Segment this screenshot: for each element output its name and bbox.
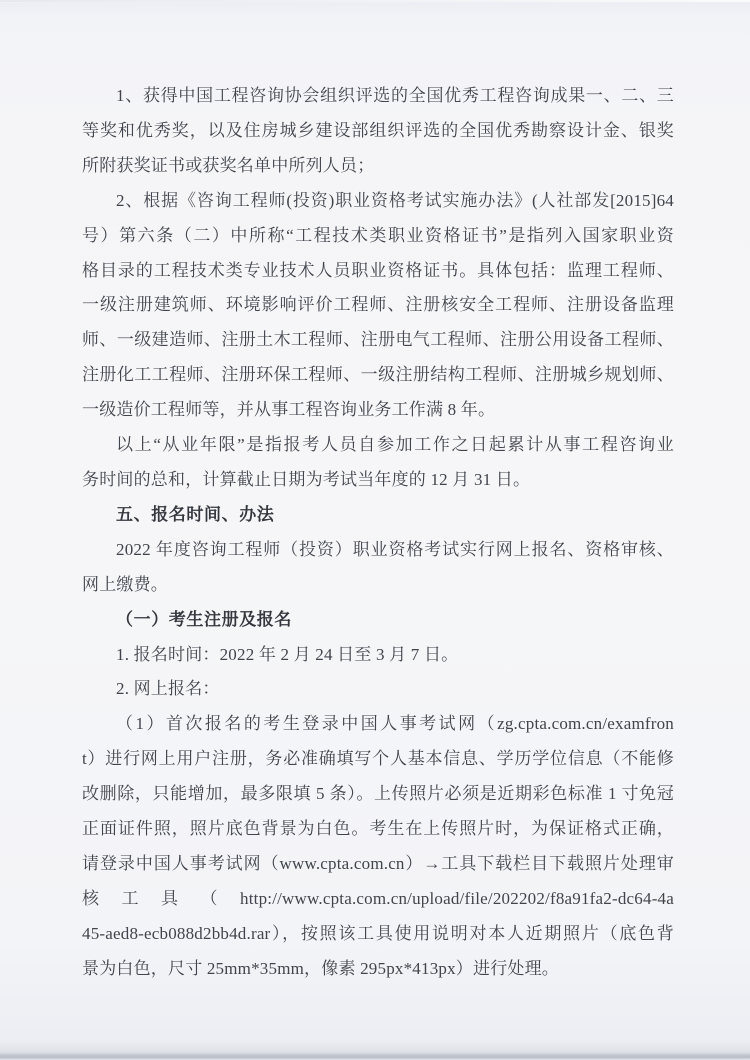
text-line: 等奖和优秀奖，以及住房城乡建设部组织评选的全国优秀勘察设计金、银奖 [82, 120, 674, 140]
text-line: 核工具（http://www.cpta.com.cn/upload/file/202202/f8a91fa2-dc64-4a [82, 888, 674, 908]
paragraph [82, 707, 674, 986]
text-line: 一级注册建筑师、环境影响评价工程师、注册核安全工程师、注册设备监理 [82, 295, 674, 315]
text-line: 2. 网上报名： [116, 679, 220, 699]
text-line: 45-aed8-ecb088d2bb4d.rar），按照该工具使用说明对本人近期照片（底色背 [82, 923, 674, 943]
document-body [82, 79, 674, 987]
text-line: 2022 年度咨询工程师（投资）职业资格考试实行网上报名、资格审核、 [116, 539, 674, 559]
text-line: 师、一级建造师、注册土木工程师、注册电气工程师、注册公用设备工程师、 [82, 330, 674, 350]
text-line: 网上缴费。 [82, 574, 168, 594]
text-line: 请登录中国人事考试网（www.cpta.com.cn）→工具下载栏目下载照片处理审 [82, 853, 674, 873]
text-line: （一）考生注册及报名 [116, 609, 292, 629]
paragraph [82, 533, 674, 603]
text-line: 改删除，只能增加，最多限填 5 条）。上传照片必须是近期彩色标准 1 寸免冠 [82, 784, 674, 804]
text-line: 以上“从业年限”是指报考人员自参加工作之日起累计从事工程咨询业 [116, 435, 674, 455]
text-line: 所附获奖证书或获奖名单中所列人员； [82, 155, 375, 175]
text-line: 1. 报名时间：2022 年 2 月 24 日至 3 月 7 日。 [116, 644, 459, 664]
text-line: 五、报名时间、办法 [116, 504, 275, 524]
text-line: 1、获得中国工程咨询协会组织评选的全国优秀工程咨询成果一、二、三 [116, 86, 674, 105]
text-line: t）进行网上用户注册，务必准确填写个人基本信息、学历学位信息（不能修 [82, 749, 674, 769]
paragraph [82, 638, 674, 673]
scan-top-edge-shadow [0, 0, 750, 2]
text-line: 景为白色，尺寸 25mm*35mm，像素 295px*413px）进行处理。 [82, 958, 559, 978]
text-line: 格目录的工程技术类专业技术人员职业资格证书。具体包括：监理工程师、 [82, 260, 674, 280]
text-line: 号）第六条（二）中所称“工程技术类职业资格证书”是指列入国家职业资 [82, 225, 674, 245]
paragraph [82, 184, 674, 428]
text-line: 正面证件照，照片底色背景为白色。考生在上传照片时，为保证格式正确， [82, 819, 674, 839]
section-heading [82, 603, 674, 638]
paragraph [82, 79, 674, 184]
text-line: 2、根据《咨询工程师(投资)职业资格考试实施办法》(人社部发[2015]64 [116, 190, 674, 210]
paragraph [82, 672, 674, 707]
text-line: 注册化工工程师、注册环保工程师、一级注册结构工程师、注册城乡规划师、 [82, 365, 674, 385]
paragraph [82, 428, 674, 498]
section-heading [82, 498, 674, 533]
text-line: 一级造价工程师等，并从事工程咨询业务工作满 8 年。 [82, 400, 496, 420]
scan-bottom-edge-shadow [0, 1052, 750, 1060]
text-line: （1）首次报名的考生登录中国人事考试网（zg.cpta.com.cn/examfron [116, 714, 674, 734]
text-line: 务时间的总和，计算截止日期为考试当年度的 12 月 31 日。 [82, 469, 531, 489]
